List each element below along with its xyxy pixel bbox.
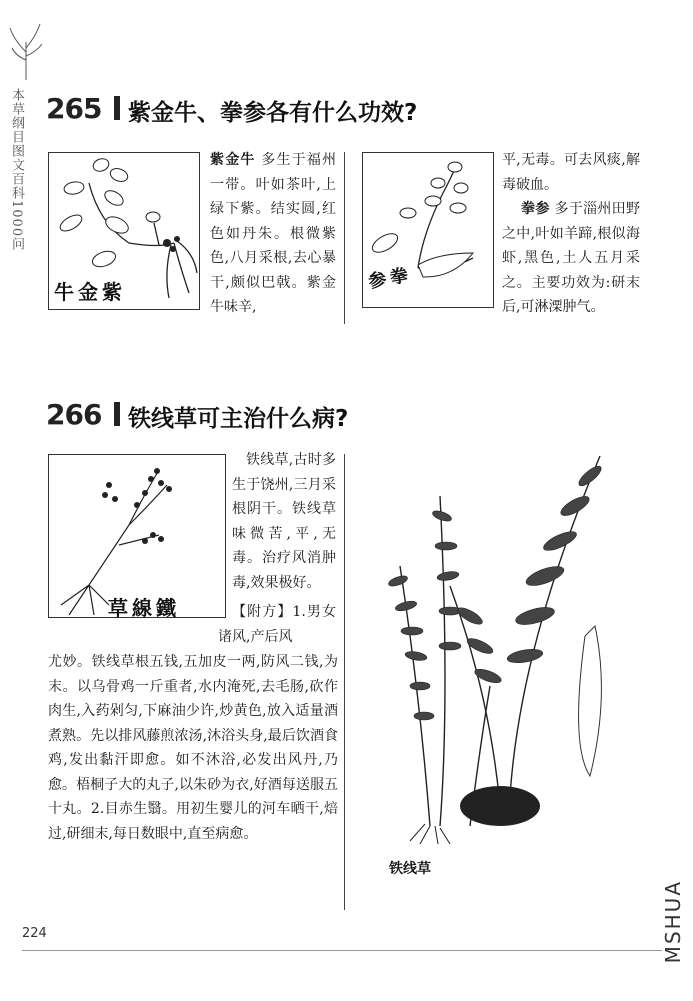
tiexiancao-intro: 铁线草,古时多生于饶州,三月采根阴干。铁线草味微苦,平,无毒。治疗风消肿毒,效果极好。 <box>232 452 336 591</box>
zijinniu-heading: 紫金牛 <box>210 152 256 168</box>
question-title: 紫金牛、拳参各有什么功效? <box>128 100 418 126</box>
zijinniu-continued: 平,无毒。可去风痰,解毒破血。 <box>502 152 640 193</box>
figure-label: 草線鐵 <box>108 596 180 620</box>
footer-rule <box>22 950 662 951</box>
column-divider <box>344 454 345 910</box>
zijinniu-text <box>210 148 336 320</box>
figure-label: 参拳 <box>366 264 414 293</box>
figure-caption: 铁线草 <box>389 861 431 877</box>
fufang-heading: 【附方】1.男女诸风,产后风 <box>218 604 336 645</box>
plant-sprig-icon <box>6 22 46 82</box>
figure-label: 牛金紫 <box>54 280 126 304</box>
title-bar <box>114 402 120 426</box>
page-number: 224 <box>22 926 47 941</box>
quanshen-body: 多于淄州田野之中,叶如羊蹄,根似海虾,黑色,土人五月采之。主要功效为:研末后,可淋溧肿气。 <box>502 201 640 315</box>
tiexiancao-body: 尤妙。铁线草根五钱,五加皮一两,防风二钱,为末。以乌骨鸡一斤重者,水内淹死,去毛肠,砍作肉生,入药剁匀,下麻油少许,炒黄色,放入适量酒煮熟。先以排风藤煎浓汤,沐浴头身,最后饮酒食鸡,发出黏汗即愈。如不沐浴,必发出风丹,乃愈。梧桐子大的丸子,以朱砂为衣,好酒每送服五十丸。2.目赤生翳。用初生婴儿的河车晒干,焙过,研细末,每日数眼中,直至病愈。 <box>48 654 338 842</box>
question-title: 铁线草可主治什么病? <box>128 406 349 432</box>
illustration-tiexiancao-large <box>370 446 620 846</box>
question-number: 266 <box>46 398 102 431</box>
quanshen-heading: 拳参 <box>521 201 550 217</box>
title-bar <box>114 96 120 120</box>
question-number: 265 <box>46 92 102 125</box>
watermark: MSHUA <box>661 880 685 964</box>
quanshen-text <box>502 148 640 320</box>
zijinniu-body: 多生于福州一带。叶如茶叶,上绿下紫。结实圆,红色如丹朱。根微紫色,八月采根,去心暴干,颇似巴戟。紫金牛味辛, <box>210 152 337 315</box>
series-title: 本草纲目图文百科1000问 <box>9 88 24 252</box>
column-divider <box>344 152 345 324</box>
